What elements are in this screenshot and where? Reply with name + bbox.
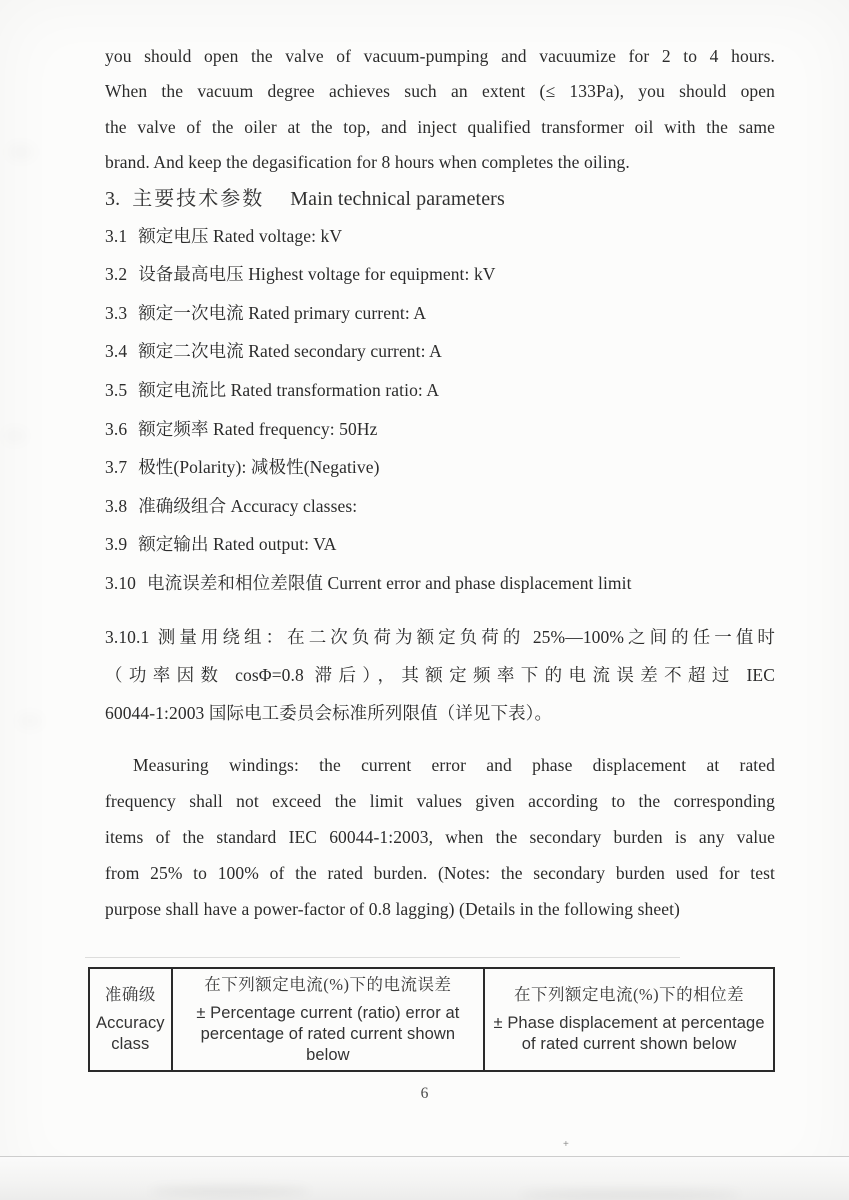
scan-smudge xyxy=(4,430,26,442)
paragraph-line: items of the standard IEC 60044-1:2003, when the secondary burden is any value xyxy=(105,826,775,847)
spec-item xyxy=(105,371,775,410)
spec-item-text: 电流误差和相位差限值 Current error and phase displacement limit xyxy=(147,572,632,593)
scan-page-edge-line xyxy=(0,1156,849,1157)
section-number: 3. xyxy=(105,187,121,210)
paragraph-line: purpose shall have a power-factor of 0.8 lagging) (Details in the following sheet) xyxy=(105,898,680,919)
paragraph-line: brand. And keep the degasification for 8 hours when completes the oiling. xyxy=(105,152,630,173)
scan-smudge xyxy=(150,1186,310,1196)
spec-item xyxy=(105,217,775,256)
page-content xyxy=(96,0,775,1072)
page-number: 6 xyxy=(420,1085,429,1102)
header-en: Accuracy class xyxy=(96,1014,165,1054)
spec-item xyxy=(105,525,775,564)
header-en: ± Phase displacement at percentage of rated current shown below xyxy=(493,1014,765,1054)
spec-item-text: 极性(Polarity): 减极性(Negative) xyxy=(138,457,380,478)
spec-item-text: 设备最高电压 Highest voltage for equipment: kV xyxy=(138,264,496,285)
header-en: ± Percentage current (ratio) error at percentage of rated current shown below xyxy=(196,1003,460,1064)
spec-item xyxy=(105,255,775,294)
spec-item-number: 3.3 xyxy=(105,302,128,323)
header-zh: 准确级 xyxy=(104,985,156,1005)
paragraph-line: 60044-1:2003 国际电工委员会标准所列限值（详见下表）。 xyxy=(105,702,553,723)
spec-item-number: 3.1 xyxy=(105,225,128,246)
table-header-cell-accuracy-class xyxy=(89,968,172,1071)
section-heading xyxy=(105,181,775,217)
scan-plus-mark: + xyxy=(563,1139,569,1150)
paragraph-line: Measuring windings: the current error and phase displacement at rated xyxy=(133,754,775,775)
spec-item xyxy=(105,294,775,333)
spec-item xyxy=(105,564,775,603)
spec-item-text: 额定输出 Rated output: VA xyxy=(138,534,337,555)
measuring-windings-paragraph xyxy=(105,747,775,927)
spec-item-text: 额定电流比 Rated transformation ratio: A xyxy=(138,380,440,400)
paragraph-line: （功率因数 cosΦ=0.8 滞后），其额定频率下的电流误差不超过 IEC xyxy=(105,664,775,685)
scan-smudge xyxy=(520,1190,740,1199)
table-header-cell-current-error xyxy=(172,968,484,1071)
section-title-en: Main technical parameters xyxy=(290,187,505,210)
spec-item-text: 额定一次电流 Rated primary current: A xyxy=(138,302,427,323)
clause-3-10-1-paragraph xyxy=(105,618,775,732)
spec-item-number: 3.6 xyxy=(105,418,128,439)
spec-item-number: 3.5 xyxy=(105,380,128,400)
spec-item-number: 3.2 xyxy=(105,264,128,285)
spec-item-text: 额定频率 Rated frequency: 50Hz xyxy=(138,418,378,439)
spec-item-text: 额定二次电流 Rated secondary current: A xyxy=(138,341,442,362)
table-header-cell-phase-displacement xyxy=(484,968,774,1071)
spec-item-number: 3.9 xyxy=(105,534,128,555)
paragraph-line: frequency shall not exceed the limit values given according to the corresponding xyxy=(105,790,775,811)
spec-item xyxy=(105,332,775,371)
scan-smudge xyxy=(8,145,34,159)
paragraph-line: When the vacuum degree achieves such an extent (≤ 133Pa), you should open xyxy=(105,81,775,102)
spec-item-number: 3.7 xyxy=(105,457,128,478)
spec-item-text: 额定电压 Rated voltage: kV xyxy=(138,225,343,246)
accuracy-class-table xyxy=(88,967,775,1072)
spec-item xyxy=(105,410,775,449)
header-zh: 在下列额定电流(%)下的相位差 xyxy=(513,985,745,1005)
spec-item xyxy=(105,487,775,526)
spec-item-text: 准确级组合 Accuracy classes: xyxy=(138,495,358,516)
paragraph-line: from 25% to 100% of the rated burden. (Notes: the secondary burden used for test xyxy=(105,862,775,883)
scan-smudge xyxy=(18,715,42,727)
spec-item xyxy=(105,448,775,487)
paragraph-line: the valve of the oiler at the top, and inject qualified transformer oil with the same xyxy=(105,116,775,137)
scan-bottom-band xyxy=(0,1157,849,1200)
spec-item-number: 3.8 xyxy=(105,495,128,516)
spec-item-number: 3.4 xyxy=(105,341,128,362)
table-header-row xyxy=(89,968,774,1071)
paragraph-line: you should open the valve of vacuum-pumping and vacuumize for 2 to 4 hours. xyxy=(105,46,775,66)
intro-paragraph xyxy=(105,39,775,181)
header-zh: 在下列额定电流(%)下的电流误差 xyxy=(204,974,452,994)
paragraph-line: 3.10.1 测量用绕组：在二次负荷为额定负荷的 25%—100%之间的任一值时 xyxy=(105,626,775,647)
spec-item-number: 3.10 xyxy=(105,572,137,593)
section-title-zh: 主要技术参数 xyxy=(132,187,265,210)
spec-list xyxy=(105,217,775,603)
